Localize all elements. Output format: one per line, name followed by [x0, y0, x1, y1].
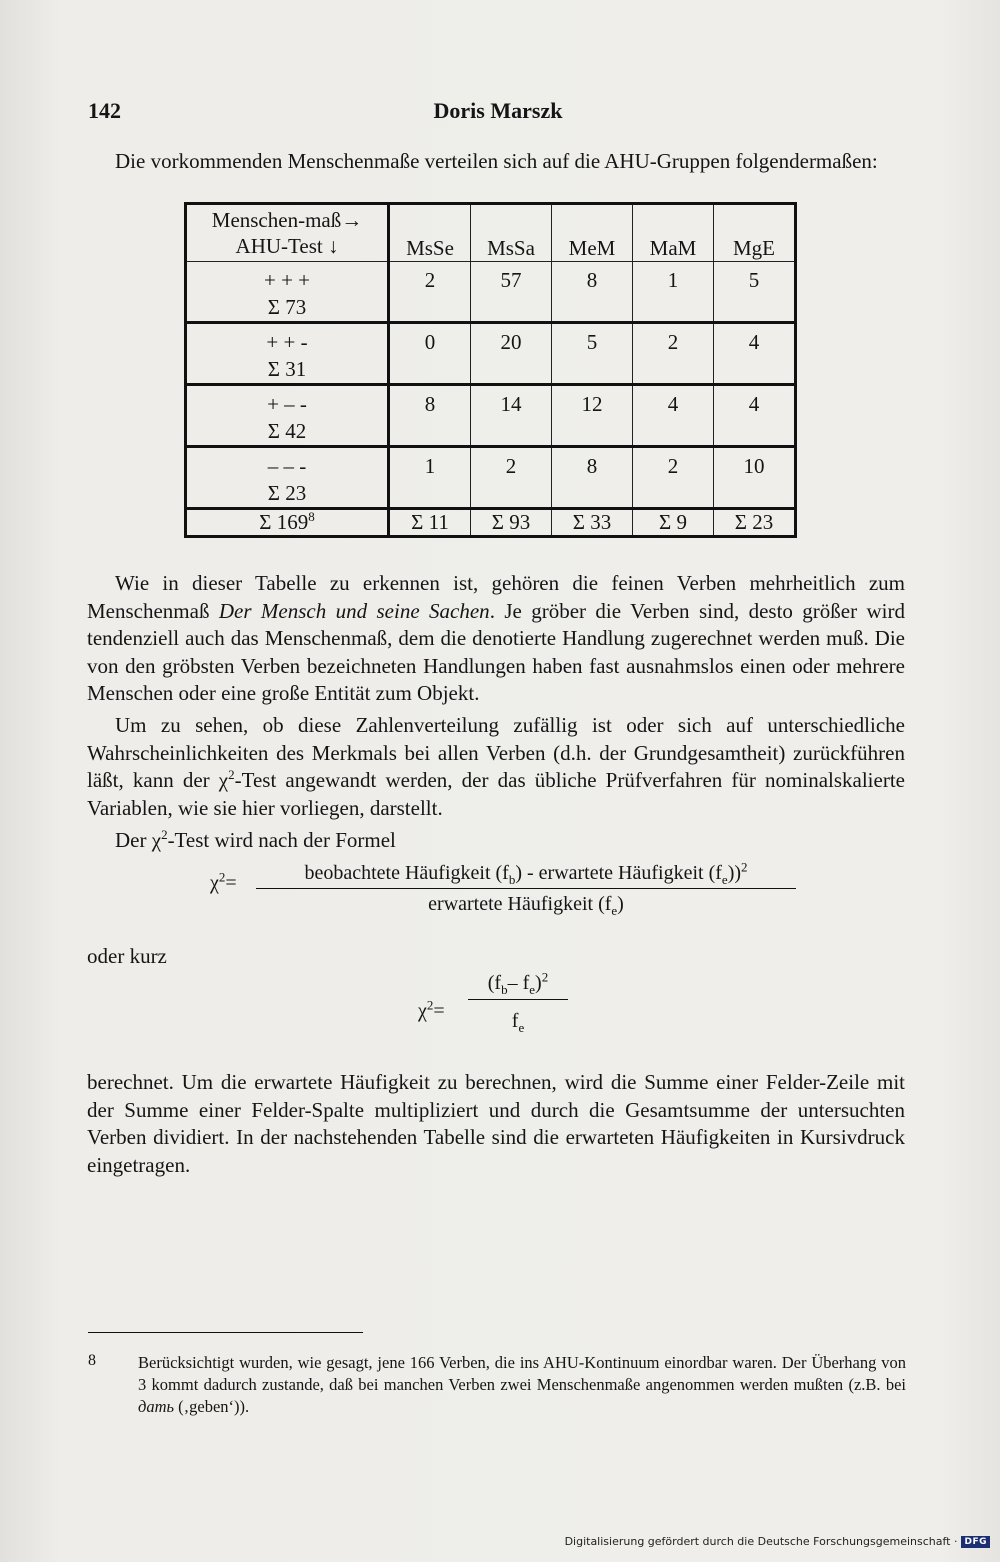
- formula-denominator: [256, 889, 796, 916]
- text-run: erwartete Häufigkeit (f: [428, 893, 612, 915]
- column-sum: Σ 93: [471, 509, 552, 537]
- exponent: 2: [426, 997, 434, 1013]
- table-row: [186, 385, 796, 447]
- page-number: 142: [88, 98, 121, 123]
- text-run: -Test wird nach der Formel: [167, 828, 396, 852]
- dfg-logo: DFG: [961, 1536, 990, 1548]
- row-label-cell: [186, 447, 389, 509]
- formula-lhs: [418, 997, 445, 1023]
- exponent: 2: [541, 969, 549, 985]
- table-row: [186, 262, 796, 323]
- column-sum: Σ 9: [633, 509, 714, 537]
- row-label-cell: [186, 262, 389, 323]
- table-total-row: [186, 509, 796, 537]
- table-cell: 2: [471, 447, 552, 509]
- row-sum: Σ 31: [267, 357, 307, 381]
- column-header: MeM: [552, 204, 633, 262]
- column-sum: Σ 33: [552, 509, 633, 537]
- column-header: MgE: [714, 204, 796, 262]
- formula-numerator: [468, 969, 568, 1000]
- chi-symbol: χ: [210, 872, 219, 894]
- text-run: Um zu sehen, ob diese Zahlenverteilung zufällig ist oder sich auf unterschiedliche Wahrscheinlichkeiten des Merkmals bei allen Verben (d.h. der Grundgesamtheit) zurückführen läßt, kann der: [87, 713, 905, 792]
- table-cell: 2: [633, 447, 714, 509]
- table-cell: 5: [552, 323, 633, 385]
- table-cell: 8: [552, 447, 633, 509]
- table-cell: 14: [471, 385, 552, 447]
- column-header: MsSe: [389, 204, 471, 262]
- row-label: + + +: [263, 268, 311, 292]
- table-header-row: [186, 204, 796, 262]
- table-cell: 8: [389, 385, 471, 447]
- text-run: -Test angewandt werden, der das übliche Prüfverfahren für nominalskalierte Variablen, wie sie hier vorliegen, darstellt.: [87, 768, 905, 820]
- text-run: ) - erwartete Häufigkeit (f: [515, 862, 722, 884]
- italic-word: дать: [138, 1397, 175, 1416]
- table-cell: 20: [471, 323, 552, 385]
- table-cell: 0: [389, 323, 471, 385]
- formula-fraction: [256, 859, 796, 918]
- text-run: (f: [487, 972, 502, 994]
- table-cell: 1: [633, 262, 714, 323]
- body-paragraph-2: [87, 712, 905, 822]
- table-cell: 4: [714, 323, 796, 385]
- formula-fraction: [468, 969, 568, 1035]
- table-cell: 8: [552, 262, 633, 323]
- exponent: 2: [161, 827, 168, 842]
- italic-title: Der Mensch und seine Sachen: [218, 598, 490, 623]
- row-sum: Σ 42: [267, 419, 307, 443]
- table-row: [186, 447, 796, 509]
- body-paragraph-1: [87, 570, 905, 708]
- body-paragraph-3: [87, 827, 905, 855]
- formula-denominator: [468, 1000, 568, 1033]
- footnote-number: 8: [88, 1352, 96, 1369]
- footnote-text: [138, 1352, 906, 1418]
- body-paragraph-4: berechnet. Um die erwartete Häufigkeit zu berechnen, wird die Summe einer Felder-Zeile mit der Summe einer Felder-Spalte multipliziert und durch die Gesamtsumme der untersuchten Verben dividiert. In der nachstehenden Tabelle sind die erwarteten Häufigkeiten in Kursivdruck eingetragen.: [87, 1070, 905, 1177]
- column-header: MsSa: [471, 204, 552, 262]
- footnote-divider: [88, 1332, 363, 1333]
- table-cell: 10: [714, 447, 796, 509]
- table-corner-cell: [186, 204, 389, 262]
- subscript: e: [529, 982, 536, 997]
- page-header: [88, 98, 908, 128]
- grand-total: Σ 169: [259, 510, 309, 534]
- table-cell: 57: [471, 262, 552, 323]
- text-run: beobachtete Häufigkeit (f: [304, 862, 509, 884]
- row-label: – – -: [267, 454, 307, 478]
- credit-text: Digitalisierung gefördert durch die Deutsche Forschungsgemeinschaft ·: [564, 1535, 958, 1548]
- intro-paragraph: Die vorkommenden Menschenmaße verteilen sich auf die AHU-Gruppen folgendermaßen:: [115, 149, 878, 173]
- exponent: 2: [741, 859, 748, 875]
- table-row: [186, 323, 796, 385]
- row-label: + – -: [267, 392, 307, 416]
- table-cell: 4: [633, 385, 714, 447]
- subscript: b: [501, 982, 508, 997]
- text-run: Der: [115, 828, 152, 852]
- text-run: )): [727, 862, 742, 884]
- digitization-credit: [565, 1535, 990, 1548]
- table-cell: 5: [714, 262, 796, 323]
- subscript: e: [518, 1020, 525, 1035]
- grand-total-cell: [186, 509, 389, 537]
- row-label-cell: [186, 385, 389, 447]
- chi-square-formula-long: [210, 859, 790, 932]
- text-run: ): [617, 893, 624, 915]
- subscript: e: [611, 903, 618, 918]
- subscript: e: [721, 872, 728, 887]
- row-sum: Σ 73: [267, 295, 307, 319]
- table-cell: 1: [389, 447, 471, 509]
- chi-symbol: χ: [418, 1000, 427, 1022]
- oder-kurz-label: oder kurz: [87, 944, 167, 968]
- subscript: b: [508, 872, 516, 887]
- column-sum: Σ 11: [389, 509, 471, 537]
- table-cell: 2: [389, 262, 471, 323]
- row-label: + + -: [266, 330, 308, 354]
- text-run: f: [511, 1010, 519, 1032]
- text-run: – f: [507, 972, 530, 994]
- distribution-table: [184, 202, 797, 538]
- text-run: Wie in dieser Tabelle zu erkennen ist, gehören die feinen Verben mehrheitlich zum Menschenmaß: [87, 571, 905, 623]
- footnote-mark: 8: [308, 509, 315, 524]
- text-run: Berücksichtigt wurden, wie gesagt, jene 166 Verben, die ins AHU-Kontinuum einordbar waren. Der Überhang von 3 kommt dadurch zustande, daß bei manchen Verben zwei Menschenmaße angenommen werden mußten (z.B. bei: [138, 1353, 906, 1394]
- chi-symbol: χ: [151, 828, 162, 852]
- exponent: 2: [218, 869, 226, 885]
- chi-symbol: χ: [218, 768, 229, 792]
- row-sum: Σ 23: [267, 481, 307, 505]
- corner-label-top: Menschen-maß→: [211, 208, 363, 232]
- column-sum: Σ 23: [714, 509, 796, 537]
- column-header: MaM: [633, 204, 714, 262]
- equals-sign: =: [225, 872, 237, 894]
- table-cell: 4: [714, 385, 796, 447]
- exponent: 2: [228, 767, 235, 782]
- formula-numerator: [256, 859, 796, 889]
- text-run: (‚geben‘)).: [174, 1397, 250, 1416]
- table-cell: 2: [633, 323, 714, 385]
- formula-lhs: [210, 869, 237, 895]
- corner-label-bottom: AHU-Test ↓: [235, 234, 339, 258]
- chi-square-formula-short: [418, 969, 578, 1062]
- running-head: Doris Marszk: [433, 98, 563, 123]
- text-run: ): [535, 972, 542, 994]
- text-run: . Je gröber die Verben sind, desto größer wird tendenziell auch das Menschenmaß, dem die denotierte Handlung zugerechnet werden muß. Die von den gröbsten Verben bezeichneten Handlungen haben fast ausnahmslos einen oder mehrere Menschen oder eine große Entität zum Objekt.: [87, 598, 905, 705]
- table-cell: 12: [552, 385, 633, 447]
- row-label-cell: [186, 323, 389, 385]
- equals-sign: =: [433, 1000, 445, 1022]
